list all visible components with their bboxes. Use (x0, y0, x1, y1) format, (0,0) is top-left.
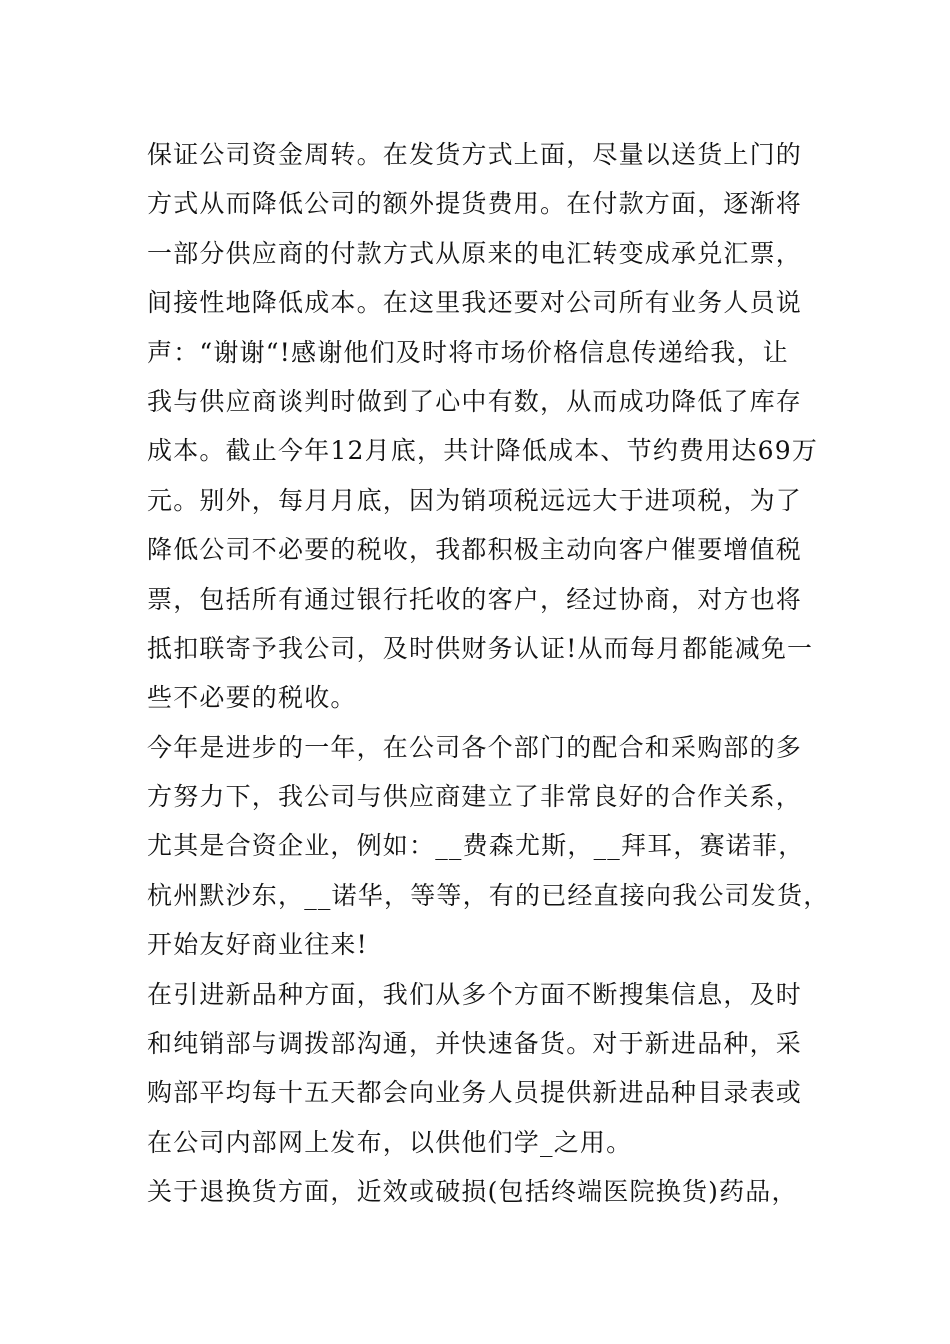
text-line: 在引进新品种方面，我们从多个方面不断搜集信息，及时 (147, 979, 803, 1009)
text-line: 尤其是合资企业，例如：__费森尤斯，__拜耳，赛诺菲， (147, 831, 805, 861)
text-line: 成本。截止今年12月底，共计降低成本、节约费用达69万 (147, 436, 819, 466)
text-line: 购部平均每十五天都会向业务人员提供新进品种目录表或 (147, 1078, 803, 1108)
text-line: 今年是进步的一年，在公司各个部门的配合和采购部的多 (147, 732, 803, 762)
text-line: 和纯销部与调拨部沟通，并快速备货。对于新进品种，采 (147, 1029, 803, 1059)
text-line: 票，包括所有通过银行托收的客户，经过协商，对方也将 (147, 584, 803, 614)
text-line: 抵扣联寄予我公司，及时供财务认证!从而每月都能减免一 (147, 633, 814, 663)
text-line: 元。别外，每月月底，因为销项税远远大于进项税，为了 (147, 485, 803, 515)
text-line: 声：“谢谢“!感谢他们及时将市场价格信息传递给我，让 (147, 337, 789, 367)
text-line: 方努力下，我公司与供应商建立了非常良好的合作关系， (147, 782, 803, 812)
text-line: 我与供应商谈判时做到了心中有数，从而成功降低了库存 (147, 386, 803, 416)
body-text (147, 130, 830, 1217)
text-line: 杭州默沙东，__诺华，等等，有的已经直接向我公司发货， (147, 880, 830, 910)
text-line: 在公司内部网上发布，以供他们学_之用。 (147, 1127, 633, 1157)
text-line: 保证公司资金周转。在发货方式上面，尽量以送货上门的 (147, 140, 803, 169)
text-line: 关于退换货方面，近效或破损(包括终端医院换货)药品， (147, 1177, 798, 1207)
text-line: 方式从而降低公司的额外提货费用。在付款方面，逐渐将 (147, 189, 803, 219)
text-line: 些不必要的税收。 (147, 683, 357, 713)
text-line: 开始友好商业往来! (147, 930, 368, 960)
text-line: 间接性地降低成本。在这里我还要对公司所有业务人员说 (147, 288, 803, 318)
text-line: 一部分供应商的付款方式从原来的电汇转变成承兑汇票， (147, 238, 803, 268)
text-line: 降低公司不必要的税收，我都积极主动向客户催要增值税 (147, 535, 803, 565)
